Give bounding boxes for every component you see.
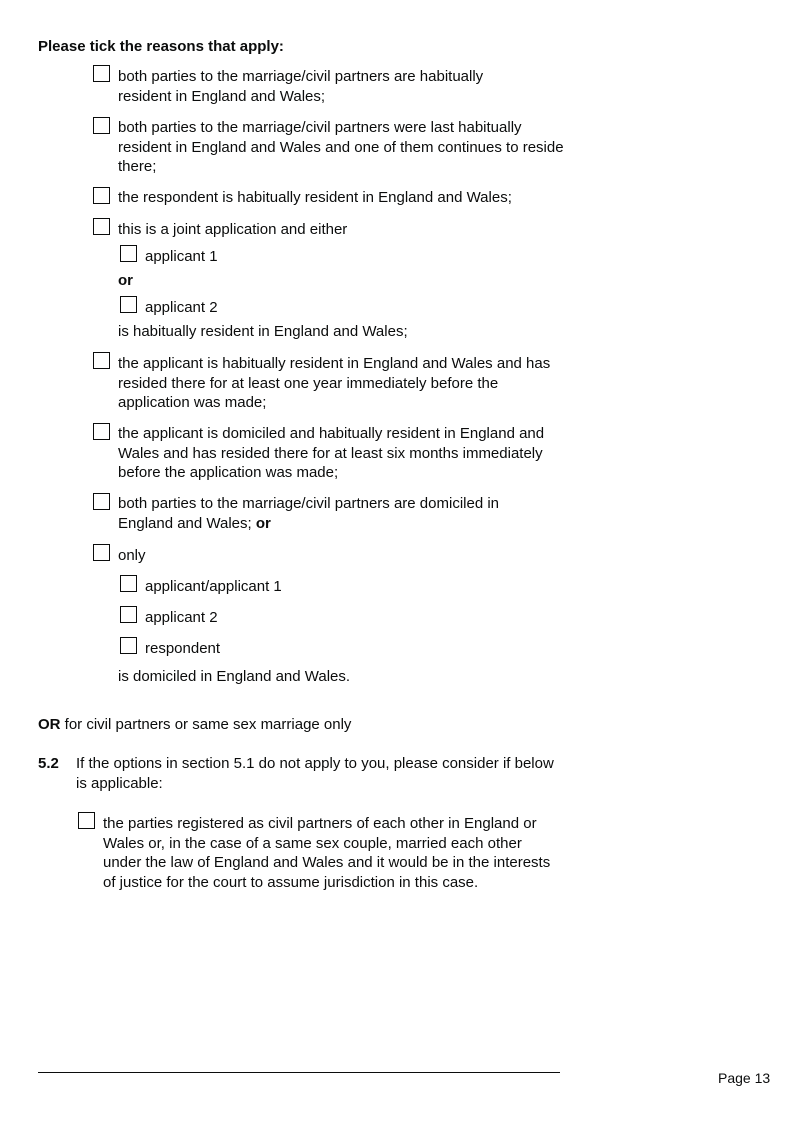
checkbox-only-applicant-1[interactable]	[120, 575, 137, 592]
checkbox-reason-joint-application[interactable]	[93, 218, 110, 235]
only-respondent-label: respondent	[145, 640, 221, 657]
page-number: Page 13	[718, 1070, 771, 1086]
only-domiciled-suffix-label: is domiciled in England and Wales.	[118, 668, 351, 685]
reason-joint-application-label: this is a joint application and either	[118, 221, 348, 238]
only-applicant-1-label: applicant/applicant 1	[145, 578, 282, 595]
checkbox-reason-respondent-habitual[interactable]	[93, 187, 110, 204]
or-civil-partners-text: for civil partners or same sex marriage only	[64, 716, 352, 733]
reason-respondent-habitual-label: the respondent is habitually resident in England and Wales;	[118, 189, 512, 206]
checkbox-joint-applicant-2[interactable]	[120, 296, 137, 313]
civil-partners-registered-label: the parties registered as civil partners of each other in England or Wales or, in the case of a same sex couple, married each other under the law of England and Wales and it would be in the interests of justice for the court to assume jurisdiction in this case.	[103, 815, 551, 891]
checkbox-joint-applicant-1[interactable]	[120, 245, 137, 262]
reason-only-domiciled-label: only	[118, 547, 146, 564]
checkbox-reason-both-domiciled[interactable]	[93, 493, 110, 510]
checkbox-reason-last-habitual[interactable]	[93, 117, 110, 134]
joint-applicant-2-label: applicant 2	[145, 299, 218, 316]
reason-both-domiciled-text: both parties to the marriage/civil partners are domiciled in England and Wales;	[118, 495, 500, 532]
footer-divider	[38, 1072, 560, 1073]
or-civil-partners-line	[38, 715, 558, 735]
or-bold-label: OR	[38, 716, 61, 733]
checkbox-only-applicant-2[interactable]	[120, 606, 137, 623]
joint-or-label: or	[118, 272, 133, 289]
section-5-2-instructions: If the options in section 5.1 do not apply to you, please consider if below is applicable:	[76, 755, 554, 792]
checkbox-reason-only-domiciled[interactable]	[93, 544, 110, 561]
reason-habitual-both-label: both parties to the marriage/civil partners are habitually resident in England and Wales;	[118, 68, 484, 105]
joint-applicant-1-label: applicant 1	[145, 248, 218, 265]
reason-applicant-six-months-label: the applicant is domiciled and habitually resident in England and Wales and has resided there for at least six months immediately before the application was made;	[118, 425, 545, 481]
reason-applicant-one-year-label: the applicant is habitually resident in England and Wales and has resided there for at least one year immediately before the application was made;	[118, 355, 551, 411]
checkbox-reason-applicant-six-months[interactable]	[93, 423, 110, 440]
reason-both-domiciled-or: or	[255, 514, 271, 532]
checkbox-reason-habitual-both[interactable]	[93, 65, 110, 82]
reason-both-domiciled-label	[118, 494, 548, 533]
only-applicant-2-label: applicant 2	[145, 609, 218, 626]
reason-last-habitual-label: both parties to the marriage/civil partners were last habitually resident in England and Wales and one of them continues to reside there;	[118, 119, 564, 175]
section-heading: Please tick the reasons that apply:	[38, 38, 284, 55]
checkbox-only-respondent[interactable]	[120, 637, 137, 654]
joint-suffix-label: is habitually resident in England and Wales;	[118, 323, 408, 340]
checkbox-reason-applicant-one-year[interactable]	[93, 352, 110, 369]
section-number-5-2: 5.2	[38, 755, 59, 772]
checkbox-civil-partners-registered[interactable]	[78, 812, 95, 829]
